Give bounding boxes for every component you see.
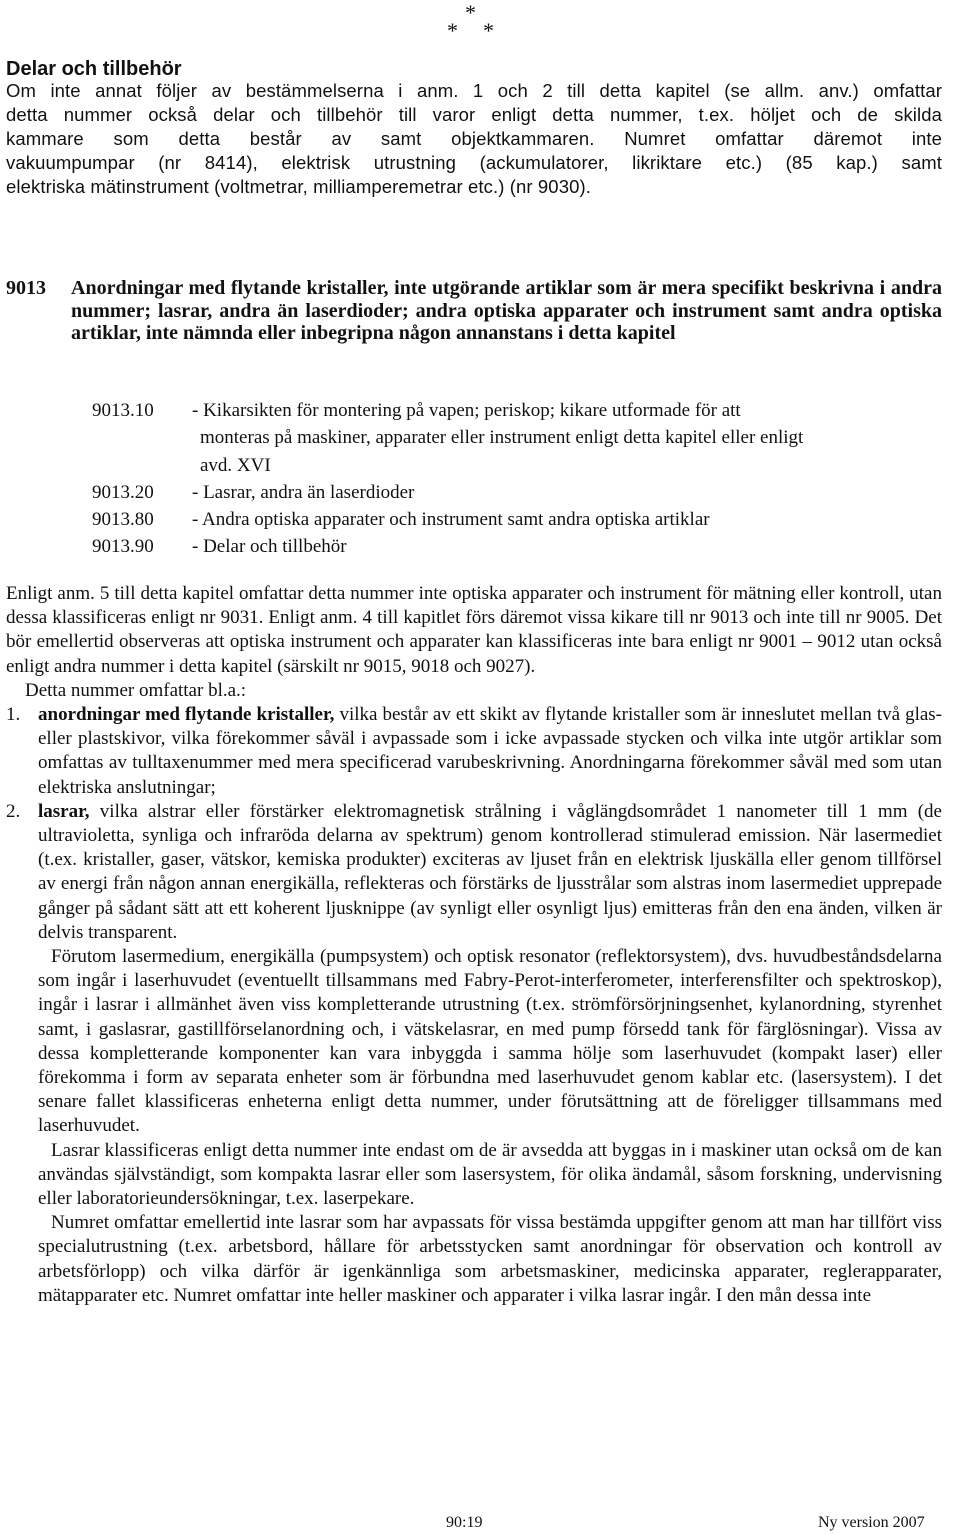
subheading-row <box>92 506 960 533</box>
intro-line: detta nummer också delar och tillbehör till varor enligt detta nummer, t.ex. höljet och de skilda <box>6 104 942 125</box>
list-item-text <box>38 800 942 945</box>
body-paragraph: Detta nummer omfattar bl.a.: <box>25 679 247 701</box>
list-item-term: lasrar, <box>38 800 90 822</box>
subheading-code: 9013.20 <box>92 481 154 503</box>
list-item-subparagraph: Lasrar klassificeras enligt detta nummer inte endast om de är avsedda att byggas in i maskiner utan också om de kan användas självständigt, som kompakta lasrar eller som lasersystem, för olika ändamål, såsom forskning, undervisning eller laboratorieundersökningar, t.ex. laserpekare. <box>38 1139 942 1210</box>
subheading-description: - Andra optiska apparater och instrument samt andra optiska artiklar <box>192 509 710 531</box>
separator-stars <box>445 0 505 44</box>
subheading-description: - Lasrar, andra än laserdioder <box>192 481 415 503</box>
list-item-subparagraph: Numret omfattar emellertid inte lasrar som har avpassats för vissa bestämda uppgifter genom att man har tillfört viss specialutrustning (t.ex. arbetsbord, hållare för arbetsstycken samt anordningar för observation och kontroll av arbetsförlopp) och vilka därför är igenkännliga som arbetsmaskiner, medicinska apparater, reglerapparater, mätapparater etc. Numret omfattar inte heller maskiner och apparater i vilka lasrar ingår. I den mån dessa inte <box>38 1212 942 1306</box>
intro-line: kammare som detta består av samt objektkammaren. Numret omfattar däremot inte <box>6 128 942 149</box>
list-item-text <box>38 703 942 800</box>
subheading-description: - Delar och tillbehör <box>192 536 347 558</box>
footer-version: Ny version 2007 <box>818 1514 925 1531</box>
subheading-description: monteras på maskiner, apparater eller instrument enligt detta kapitel eller enligt <box>200 427 804 449</box>
intro-line: vakuumpumpar (nr 8414), elektrisk utrustning (ackumulatorer, likriktare etc.) (85 kap.) samt <box>6 152 942 173</box>
separator-star: * <box>465 0 476 25</box>
intro-paragraph <box>6 79 942 199</box>
subheading-code: 9013.90 <box>92 536 154 558</box>
list-item-number: 1. <box>6 704 21 726</box>
heading-text: Anordningar med flytande kristaller, inte utgörande artiklar som är mera specifikt beskrivna i andra nummer; lasrar, andra än laserdioder; andra optiska apparater och instrument samt andra optiska artiklar, inte nämnda eller inbegripna någon annanstans i detta kapitel <box>71 277 942 344</box>
list-item-subparagraph: Förutom lasermedium, energikälla (pumpsystem) och optisk resonator (reflektorsystem), dvs. huvudbeståndsdelarna som ingår i laserhuvudet (eventuellt tillsammans med Fabry-Perot-interferometer, interferensfilter och spektroskop), ingår i lasrar i allmänhet även viss kompletterande utrustning (t.ex. strömförsörjningsenhet, kylanordning, styrenhet samt, i gaslasrar, gastillförselanordning och, i vätskelasrar, en med pump försedd tank för färglösningar). Vissa av dessa kompletterande komponenter kan vara inbyggda i samma hölje som laserhuvudet (kompakt laser) eller förekomma i form av separata enheter som är förbundna med laserhuvudet genom kablar etc. (lasersystem). I det senare fallet klassificeras enheterna enligt detta nummer, under förutsättning att de föreligger tillsammans med laserhuvudet. <box>38 946 942 1137</box>
list-item-description: vilka alstrar eller förstärker elektromagnetisk strålning i våglängdsområdet 1 nanometer till 1 mm (de ultravioletta, synliga och infraröda delarna av spektrum) genom kontrollerad stimulerad emission. När lasermediet (t.ex. kristaller, gaser, vätskor, kemiska produkter) exciteras av ljuset från en elektrisk ljuskälla eller genom tillförsel av energi från någon annan energikälla, reflekteras och förstärks de ljusstrålar som alstras inom lasermediet upprepade gånger på sådant sätt att ett koherent ljusknippe (av synligt eller osynligt ljus) emitteras från den ena änden, vilken är delvis transparent. <box>38 800 942 943</box>
list-item-number: 2. <box>6 800 21 822</box>
footer-page-number: 90:19 <box>446 1514 483 1531</box>
body-paragraph: Enligt anm. 5 till detta kapitel omfattar detta nummer inte optiska apparater och instrument för mätning eller kontroll, utan dessa klassificeras enligt nr 9031. Enligt anm. 4 till kapitlet förs däremot vissa kikare till nr 9013 och inte till nr 9005. Det bör emellertid observeras att optiska instrument och apparater kan klassificeras inte bara enligt nr 9001 – 9012 utan också enligt andra nummer i detta kapitel (särskilt nr 9015, 9018 och 9027). <box>6 583 942 677</box>
subheading-list <box>92 397 960 561</box>
heading-number: 9013 <box>6 277 46 299</box>
explanatory-notes <box>6 582 942 1308</box>
subheading-row <box>92 479 960 506</box>
section-heading: Delar och tillbehör <box>6 58 182 80</box>
list-item <box>6 800 942 1308</box>
separator-star: * <box>483 18 494 43</box>
subheading-description: - Kikarsikten för montering på vapen; periskop; kikare utformade för att <box>192 400 741 421</box>
subheading-row-continued <box>92 424 960 451</box>
subheading-row <box>92 397 960 424</box>
intro-line: elektriska mätinstrument (voltmetrar, milliamperemetrar etc.) (nr 9030). <box>6 176 591 197</box>
subheading-row <box>92 533 960 560</box>
subheading-code: 9013.10 <box>92 400 154 421</box>
list-item <box>6 703 942 800</box>
intro-line: Om inte annat följer av bestämmelserna i anm. 1 och 2 till detta kapitel (se allm. anv.) omfattar <box>6 80 942 101</box>
subheading-code: 9013.80 <box>92 509 154 531</box>
subheading-description: avd. XVI <box>200 454 271 476</box>
subheading-row-continued <box>92 452 960 479</box>
separator-star: * <box>447 18 458 43</box>
list-item-description: vilka består av ett skikt av flytande kristaller som är inneslutet mellan två glas- eller plastskivor, vilka förekommer såväl i avpassade som i icke avpassade stycken och vilka inte utgör artiklar som omfattas av tulltaxenummer med mera specificerad varubeskrivning. Anordningarna förekommer såväl med som utan elektriska anslutningar; <box>38 704 943 798</box>
list-item-term: anordningar med flytande kristaller, <box>38 704 335 726</box>
